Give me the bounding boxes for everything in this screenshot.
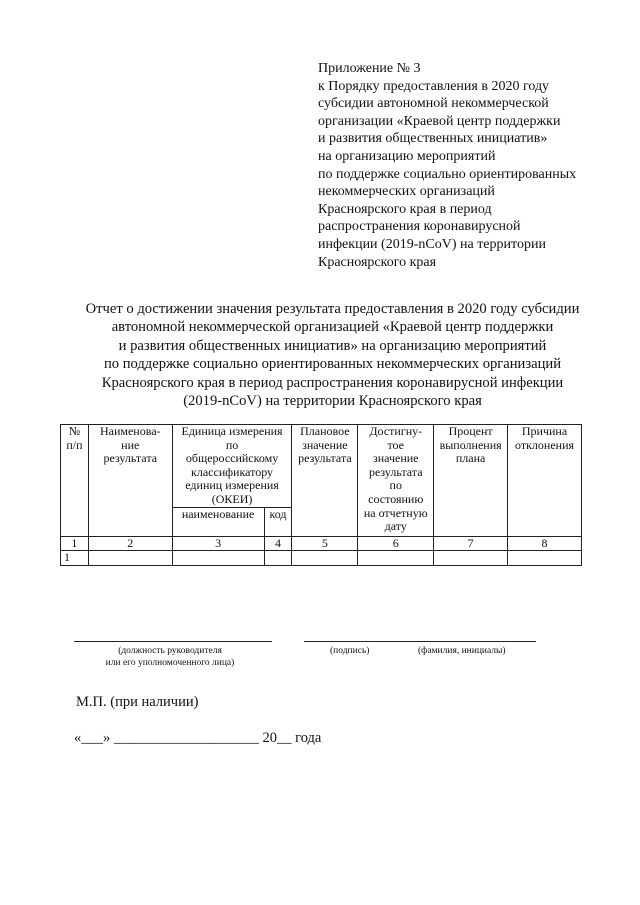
appendix-line: инфекции (2019-nCoV) на территории — [318, 236, 546, 252]
header-result-name: Наименова- ние результата — [88, 425, 172, 537]
header-planned-value: Плановое значение результата — [292, 425, 358, 537]
header-num: № п/п — [61, 425, 89, 537]
column-number: 2 — [88, 536, 172, 551]
position-signature-line — [74, 641, 272, 642]
table-cell: 1 — [61, 551, 89, 566]
table-cell — [292, 551, 358, 566]
appendix-line: по поддержке социально ориентированных — [318, 166, 577, 182]
header-unit: Единица измерения по общероссийскому классификатору единиц измерения (ОКЕИ) — [172, 425, 292, 508]
title-line: и развития общественных инициатив» на организацию мероприятий — [118, 337, 547, 354]
title-line: Отчет о достижении значения результата предоставления в 2020 году субсидии — [85, 301, 580, 317]
table-header-row — [61, 425, 582, 508]
appendix-line: организации «Краевой центр поддержки — [318, 113, 561, 129]
appendix-line: Красноярского края — [318, 254, 437, 270]
header-reason: Причина отклонения — [508, 425, 582, 537]
column-number: 1 — [61, 536, 89, 551]
position-caption: (должность руководителя или его уполномоченного лица) — [105, 646, 235, 668]
date-line: «___» ____________________ 20__ года — [74, 730, 322, 746]
appendix-line: и развития общественных инициатив» — [318, 131, 548, 147]
column-number: 5 — [292, 536, 358, 551]
table-cell — [172, 551, 264, 566]
title-line: Красноярского края в период распространения коронавирусной инфекции — [101, 374, 564, 391]
appendix-line: Приложение № 3 — [318, 61, 421, 76]
table-cell — [88, 551, 172, 566]
appendix-line: на организацию мероприятий — [318, 148, 496, 164]
column-number: 3 — [172, 536, 264, 551]
name-caption: (фамилия, инициалы) — [418, 646, 506, 656]
header-percent: Процент выполнения плана — [434, 425, 508, 537]
column-numbers-row — [61, 536, 582, 551]
appendix-line: субсидии автономной некоммерческой — [318, 96, 549, 112]
table-cell — [434, 551, 508, 566]
table-row — [61, 551, 582, 566]
column-number: 6 — [358, 536, 434, 551]
appendix-line: Красноярского края в период — [318, 201, 492, 217]
name-signature-line — [400, 641, 536, 642]
signature-caption: (подпись) — [330, 646, 370, 656]
header-unit-code: код — [264, 507, 292, 536]
appendix-line: к Порядку предоставления в 2020 году — [318, 78, 550, 94]
table-cell — [358, 551, 434, 566]
title-line: автономной некоммерческой организацией «Краевой центр поддержки — [111, 319, 554, 336]
table-cell — [508, 551, 582, 566]
column-number: 8 — [508, 536, 582, 551]
appendix-header — [318, 60, 618, 271]
report-title — [40, 300, 625, 410]
appendix-line: некоммерческих организаций — [318, 184, 495, 200]
appendix-line: распространения коронавирусной — [318, 219, 521, 235]
title-line: (2019-nCoV) на территории Красноярского края — [183, 393, 482, 410]
table-cell — [264, 551, 292, 566]
signature-line — [304, 641, 400, 642]
column-number: 7 — [434, 536, 508, 551]
stamp-placeholder: М.П. (при наличии) — [76, 694, 199, 710]
header-unit-name: наименование — [172, 507, 264, 536]
report-table — [60, 424, 582, 566]
title-line: по поддержке социально ориентированных некоммерческих организаций — [103, 356, 562, 373]
column-number: 4 — [264, 536, 292, 551]
header-achieved-value: Достигну- тое значение результата по состоянию на отчетную дату — [358, 425, 434, 537]
